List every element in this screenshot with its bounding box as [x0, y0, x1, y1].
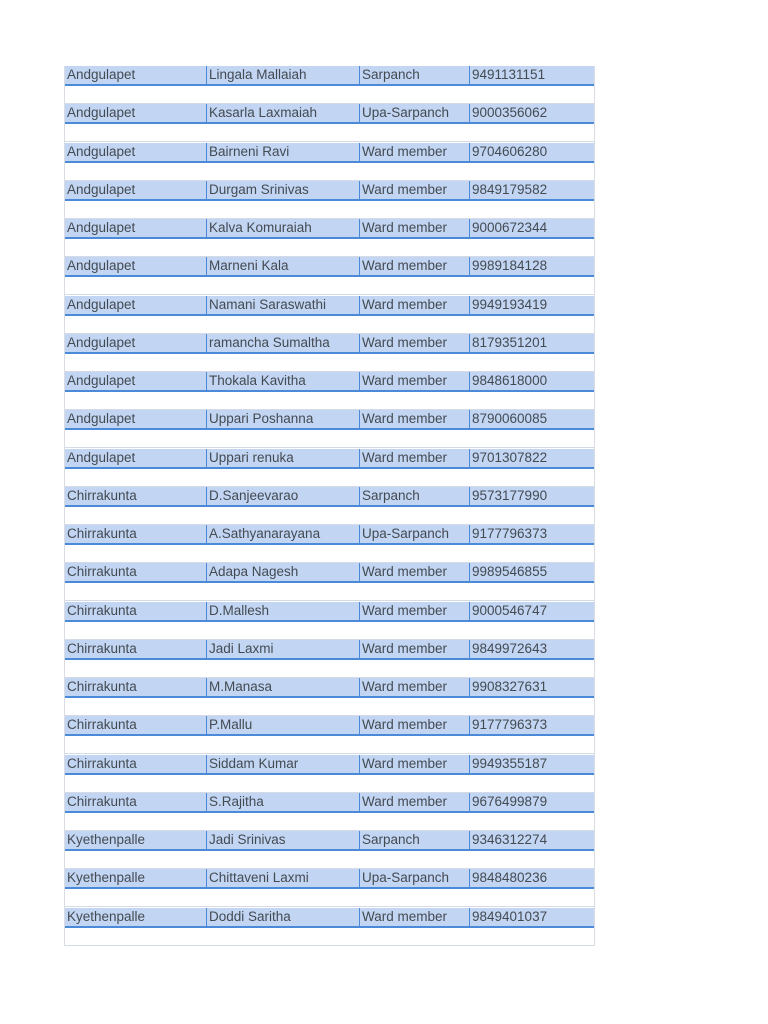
phone-cell: 9000672344 — [469, 219, 594, 237]
role-cell: Ward member — [359, 602, 469, 620]
phone-cell: 9849972643 — [469, 640, 594, 658]
role-cell: Ward member — [359, 908, 469, 926]
village-cell: Kyethenpalle — [67, 870, 146, 886]
village-cell: Chirrakunta — [67, 564, 137, 580]
row-gap — [65, 163, 594, 181]
village-cell: Chirrakunta — [67, 602, 137, 618]
village-cell: Andgulapet — [67, 449, 136, 465]
name-cell: S.Rajitha — [206, 793, 359, 811]
row-gap — [65, 736, 594, 754]
row-gap — [65, 775, 594, 793]
phone-cell: 9177796373 — [469, 525, 594, 543]
name-cell: Kalva Komuraiah — [206, 219, 359, 237]
phone-cell: 9908327631 — [469, 678, 594, 696]
row-gap — [65, 813, 594, 831]
phone-cell: 9849179582 — [469, 181, 594, 199]
name-cell: Durgam Srinivas — [206, 181, 359, 199]
name-cell: Kasarla Laxmaiah — [206, 104, 359, 122]
village-cell: Kyethenpalle — [67, 832, 146, 847]
role-cell: Ward member — [359, 296, 469, 314]
role-cell: Ward member — [359, 563, 469, 581]
row-gap — [65, 851, 594, 869]
table-row — [65, 755, 594, 793]
table-row — [65, 410, 594, 448]
table-row — [65, 908, 594, 946]
name-cell: Lingala Mallaiah — [206, 66, 359, 84]
role-cell: Ward member — [359, 716, 469, 734]
row-gap — [65, 698, 594, 716]
village-cell: Andgulapet — [67, 373, 136, 388]
table-row — [65, 143, 594, 181]
role-cell: Ward member — [359, 181, 469, 199]
name-cell: Doddi Saritha — [206, 908, 359, 926]
name-cell: D.Mallesh — [206, 602, 359, 620]
role-cell: Upa-Sarpanch — [359, 525, 469, 543]
row-gap — [65, 430, 594, 448]
table-row — [65, 525, 594, 563]
village-cell: Andgulapet — [67, 181, 136, 197]
table-row — [65, 487, 594, 525]
name-cell: Marneni Kala — [206, 257, 359, 275]
role-cell: Ward member — [359, 257, 469, 275]
table-row — [65, 678, 594, 716]
name-cell: D.Sanjeevarao — [206, 487, 359, 505]
row-gap — [65, 622, 594, 640]
row-gap — [65, 392, 594, 410]
row-gap — [65, 86, 594, 104]
row-gap — [65, 545, 594, 563]
name-cell: Uppari Poshanna — [206, 410, 359, 428]
name-cell: P.Mallu — [206, 716, 359, 734]
phone-cell: 9949193419 — [469, 296, 594, 314]
village-cell: Chirrakunta — [67, 640, 137, 656]
name-cell: Jadi Laxmi — [206, 640, 359, 658]
row-gap — [65, 928, 594, 946]
role-cell: Sarpanch — [359, 487, 469, 505]
table-row — [65, 831, 594, 869]
table-row — [65, 372, 594, 410]
table-row — [65, 219, 594, 257]
name-cell: ramancha Sumaltha — [206, 334, 359, 352]
village-cell: Andgulapet — [67, 143, 136, 159]
row-gap — [65, 201, 594, 219]
village-cell: Andgulapet — [67, 220, 136, 235]
phone-cell: 9704606280 — [469, 143, 594, 161]
role-cell: Sarpanch — [359, 66, 469, 84]
phone-cell: 9177796373 — [469, 716, 594, 734]
role-cell: Ward member — [359, 219, 469, 237]
table-row — [65, 66, 594, 104]
table-row — [65, 793, 594, 831]
name-cell: Jadi Srinivas — [206, 831, 359, 849]
role-cell: Ward member — [359, 372, 469, 390]
phone-cell: 9989184128 — [469, 257, 594, 275]
table-row — [65, 602, 594, 640]
name-cell: Chittaveni Laxmi — [206, 869, 359, 887]
name-cell: A.Sathyanarayana — [206, 525, 359, 543]
row-gap — [65, 583, 594, 601]
village-cell: Chirrakunta — [67, 755, 137, 771]
table-row — [65, 181, 594, 219]
village-cell: Andgulapet — [67, 105, 136, 121]
row-gap — [65, 507, 594, 525]
phone-cell: 9848618000 — [469, 372, 594, 390]
role-cell: Sarpanch — [359, 831, 469, 849]
role-cell: Upa-Sarpanch — [359, 869, 469, 887]
row-gap — [65, 354, 594, 372]
village-cell: Chirrakunta — [67, 717, 137, 733]
village-cell: Andgulapet — [67, 67, 136, 82]
row-gap — [65, 124, 594, 142]
village-cell: Chirrakunta — [67, 526, 137, 541]
phone-cell: 9000356062 — [469, 104, 594, 122]
name-cell: Bairneni Ravi — [206, 143, 359, 161]
name-cell: M.Manasa — [206, 678, 359, 696]
table-row — [65, 563, 594, 601]
table-row — [65, 334, 594, 372]
role-cell: Ward member — [359, 793, 469, 811]
role-cell: Ward member — [359, 334, 469, 352]
role-cell: Ward member — [359, 640, 469, 658]
name-cell: Namani Saraswathi — [206, 296, 359, 314]
name-cell: Adapa Nagesh — [206, 563, 359, 581]
phone-cell: 9573177990 — [469, 487, 594, 505]
row-gap — [65, 277, 594, 295]
village-cell: Andgulapet — [67, 296, 136, 312]
row-gap — [65, 316, 594, 334]
row-gap — [65, 889, 594, 907]
phone-cell: 9849401037 — [469, 908, 594, 926]
phone-cell: 9346312274 — [469, 831, 594, 849]
table-row — [65, 449, 594, 487]
table-row — [65, 104, 594, 142]
name-cell: Thokala Kavitha — [206, 372, 359, 390]
row-gap — [65, 469, 594, 487]
row-gap — [65, 239, 594, 257]
phone-cell: 9949355187 — [469, 755, 594, 773]
row-gap — [65, 660, 594, 678]
table-row — [65, 869, 594, 907]
village-cell: Chirrakunta — [67, 793, 137, 809]
role-cell: Ward member — [359, 449, 469, 467]
village-cell: Andgulapet — [67, 334, 136, 350]
role-cell: Ward member — [359, 410, 469, 428]
phone-cell: 9491131151 — [469, 66, 594, 84]
village-cell: Chirrakunta — [67, 679, 137, 694]
name-cell: Siddam Kumar — [206, 755, 359, 773]
phone-cell: 9000546747 — [469, 602, 594, 620]
village-cell: Andgulapet — [67, 258, 136, 274]
phone-cell: 9989546855 — [469, 563, 594, 581]
table-row — [65, 296, 594, 334]
table-row — [65, 716, 594, 754]
table-row — [65, 257, 594, 295]
contacts-table — [64, 66, 595, 946]
name-cell: Uppari renuka — [206, 449, 359, 467]
role-cell: Ward member — [359, 143, 469, 161]
phone-cell: 9676499879 — [469, 793, 594, 811]
table-row — [65, 640, 594, 678]
phone-cell: 9848480236 — [469, 869, 594, 887]
role-cell: Ward member — [359, 755, 469, 773]
role-cell: Upa-Sarpanch — [359, 104, 469, 122]
village-cell: Kyethenpalle — [67, 908, 146, 924]
role-cell: Ward member — [359, 678, 469, 696]
village-cell: Andgulapet — [67, 411, 136, 427]
phone-cell: 9701307822 — [469, 449, 594, 467]
phone-cell: 8179351201 — [469, 334, 594, 352]
phone-cell: 8790060085 — [469, 410, 594, 428]
village-cell: Chirrakunta — [67, 487, 137, 503]
